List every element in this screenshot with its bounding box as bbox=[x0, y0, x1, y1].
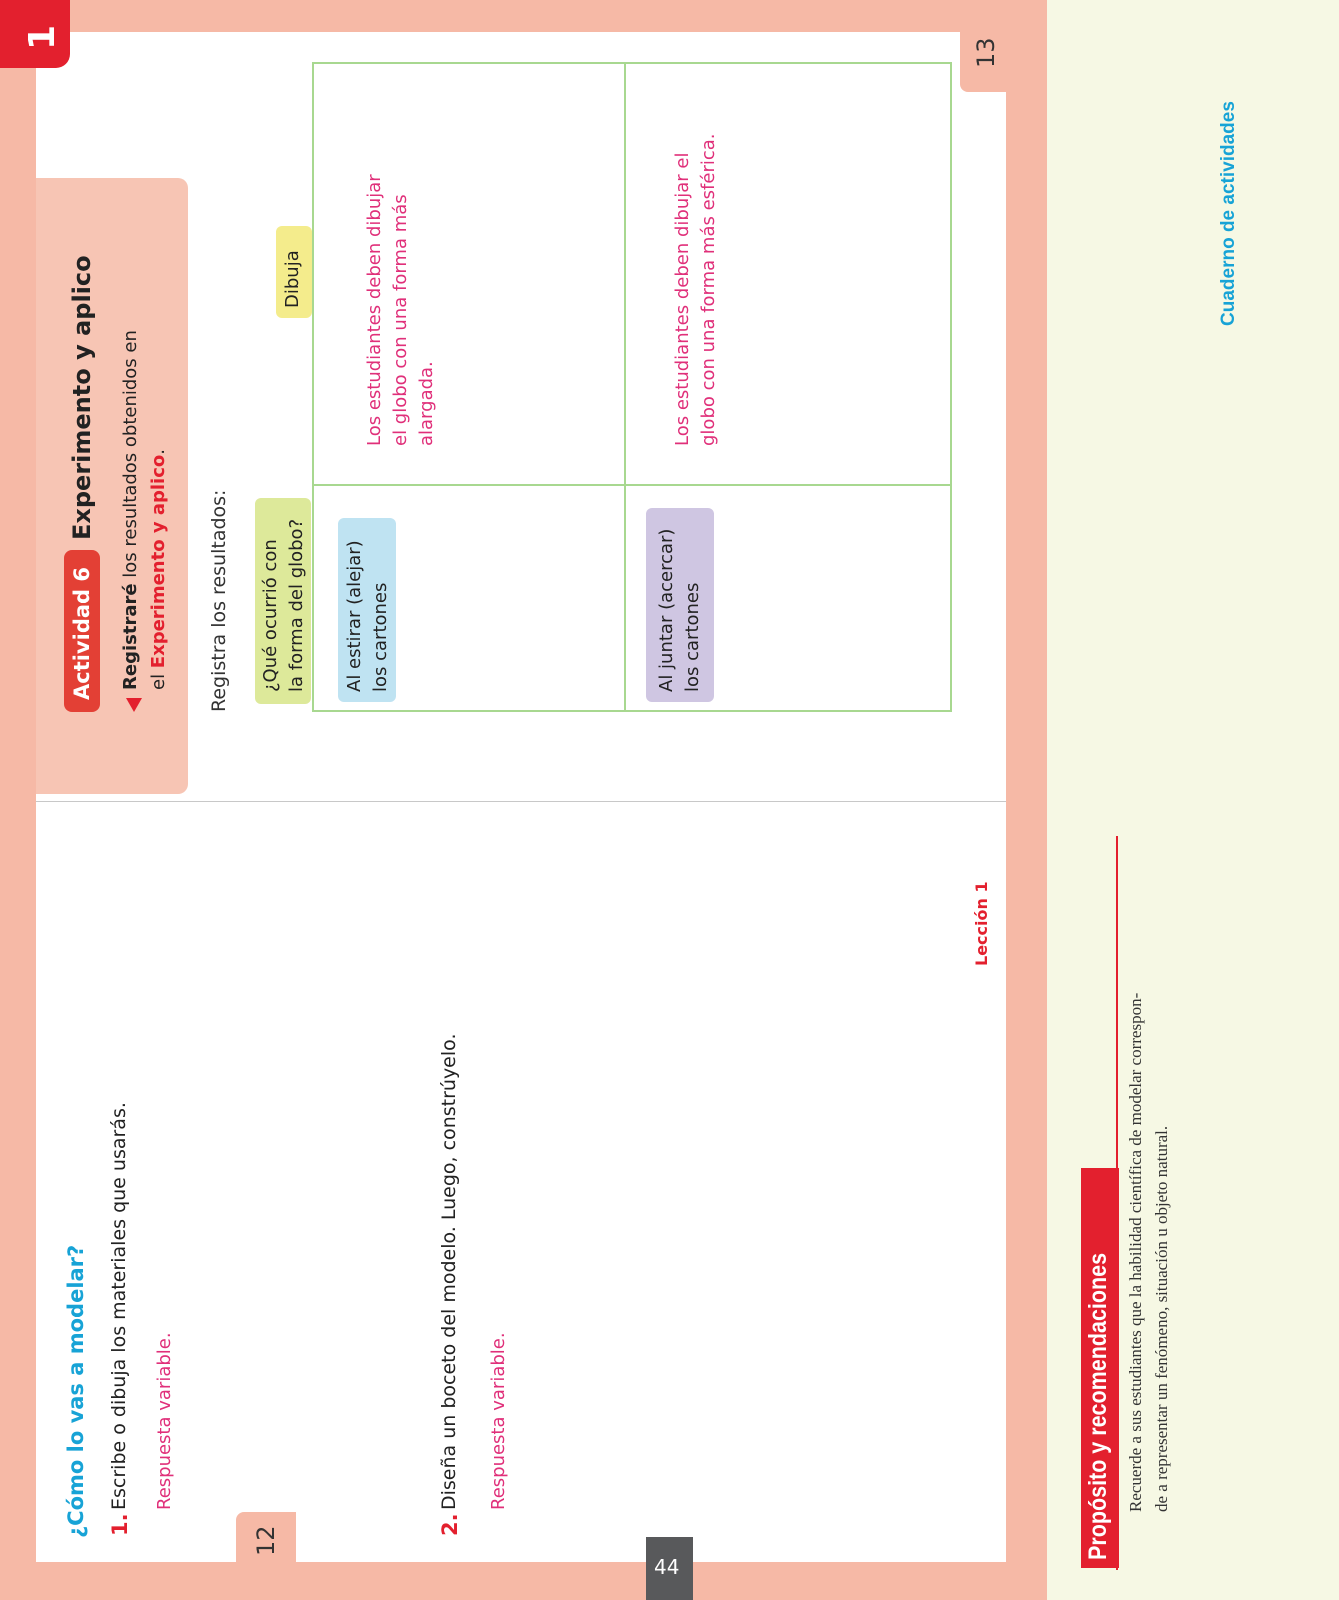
row1-label-line1: Al estirar (alejar) bbox=[344, 540, 365, 692]
col1-header-line2: la forma del globo? bbox=[286, 518, 307, 692]
q2-text: Diseña un boceto del modelo. Luego, constrúyelo. bbox=[438, 1033, 460, 1510]
instruction-link: Experimento y aplico bbox=[148, 454, 169, 669]
chapter-number: 1 bbox=[22, 24, 63, 50]
cuaderno-link[interactable]: Cuaderno de actividades bbox=[1218, 101, 1239, 326]
guide-title: Propósito y recomendaciones bbox=[1084, 1252, 1112, 1560]
row2-answer-line2: globo con una forma más esférica. bbox=[698, 133, 719, 446]
col2-header: Dibuja bbox=[282, 250, 303, 308]
page-gutter bbox=[36, 801, 1006, 802]
instruction-bold: Registraré bbox=[120, 583, 141, 690]
guide-text-line1: Recuerde a sus estudiantes que la habilidad científica de modelar correspon- bbox=[1126, 992, 1145, 1512]
page-folio-number: 44 bbox=[654, 1555, 680, 1579]
q2-number: 2. bbox=[438, 1513, 462, 1536]
guide-text-line2: de a representar un fenómeno, situación u objeto natural. bbox=[1152, 1125, 1171, 1512]
left-page bbox=[36, 802, 1006, 1562]
instruction-post: . bbox=[148, 449, 169, 455]
q1-answer: Respuesta variable. bbox=[154, 1332, 175, 1510]
row1-answer-line2: el globo con una forma más bbox=[390, 194, 411, 446]
lesson-label: Lección 1 bbox=[972, 881, 991, 966]
left-heading: ¿Cómo lo vas a modelar? bbox=[64, 1244, 88, 1538]
chapter-tab bbox=[0, 0, 70, 68]
row1-answer-line1: Los estudiantes deben dibujar bbox=[364, 174, 385, 446]
row1-label-line2: los cartones bbox=[370, 582, 391, 692]
table-border-mid bbox=[624, 62, 626, 712]
bullet-icon bbox=[126, 698, 142, 712]
table-col-divider bbox=[312, 484, 952, 486]
table-left-edge bbox=[312, 710, 952, 712]
col1-header-line1: ¿Qué ocurrió con bbox=[260, 539, 281, 692]
row1-answer-line3: alargada. bbox=[416, 361, 437, 446]
instruction-pre: el bbox=[148, 668, 169, 690]
page-number-12: 12 bbox=[252, 1525, 280, 1556]
table-border-bottom bbox=[950, 62, 952, 712]
instruction-line-1 bbox=[120, 330, 141, 690]
table-border-top bbox=[312, 62, 314, 712]
record-label: Registra los resultados: bbox=[208, 489, 230, 712]
row2-answer-line1: Los estudiantes deben dibujar el bbox=[672, 152, 693, 446]
q2-answer: Respuesta variable. bbox=[488, 1332, 509, 1510]
page-folio bbox=[646, 1537, 693, 1600]
instruction-line-2 bbox=[148, 449, 169, 690]
activity-badge-label: Actividad 6 bbox=[70, 567, 94, 700]
row2-label-line1: Al juntar (acercar) bbox=[656, 528, 677, 692]
q1-number: 1. bbox=[108, 1513, 132, 1536]
q1-text: Escribe o dibuja los materiales que usarás. bbox=[108, 1102, 130, 1510]
instruction-text: los resultados obtenidos en bbox=[120, 330, 141, 584]
row2-label-line2: los cartones bbox=[682, 582, 703, 692]
table-right-edge bbox=[312, 62, 952, 64]
guide-title-rule bbox=[1116, 836, 1118, 1570]
page-number-13: 13 bbox=[972, 37, 1000, 68]
activity-title: Experimento y aplico bbox=[68, 255, 96, 540]
